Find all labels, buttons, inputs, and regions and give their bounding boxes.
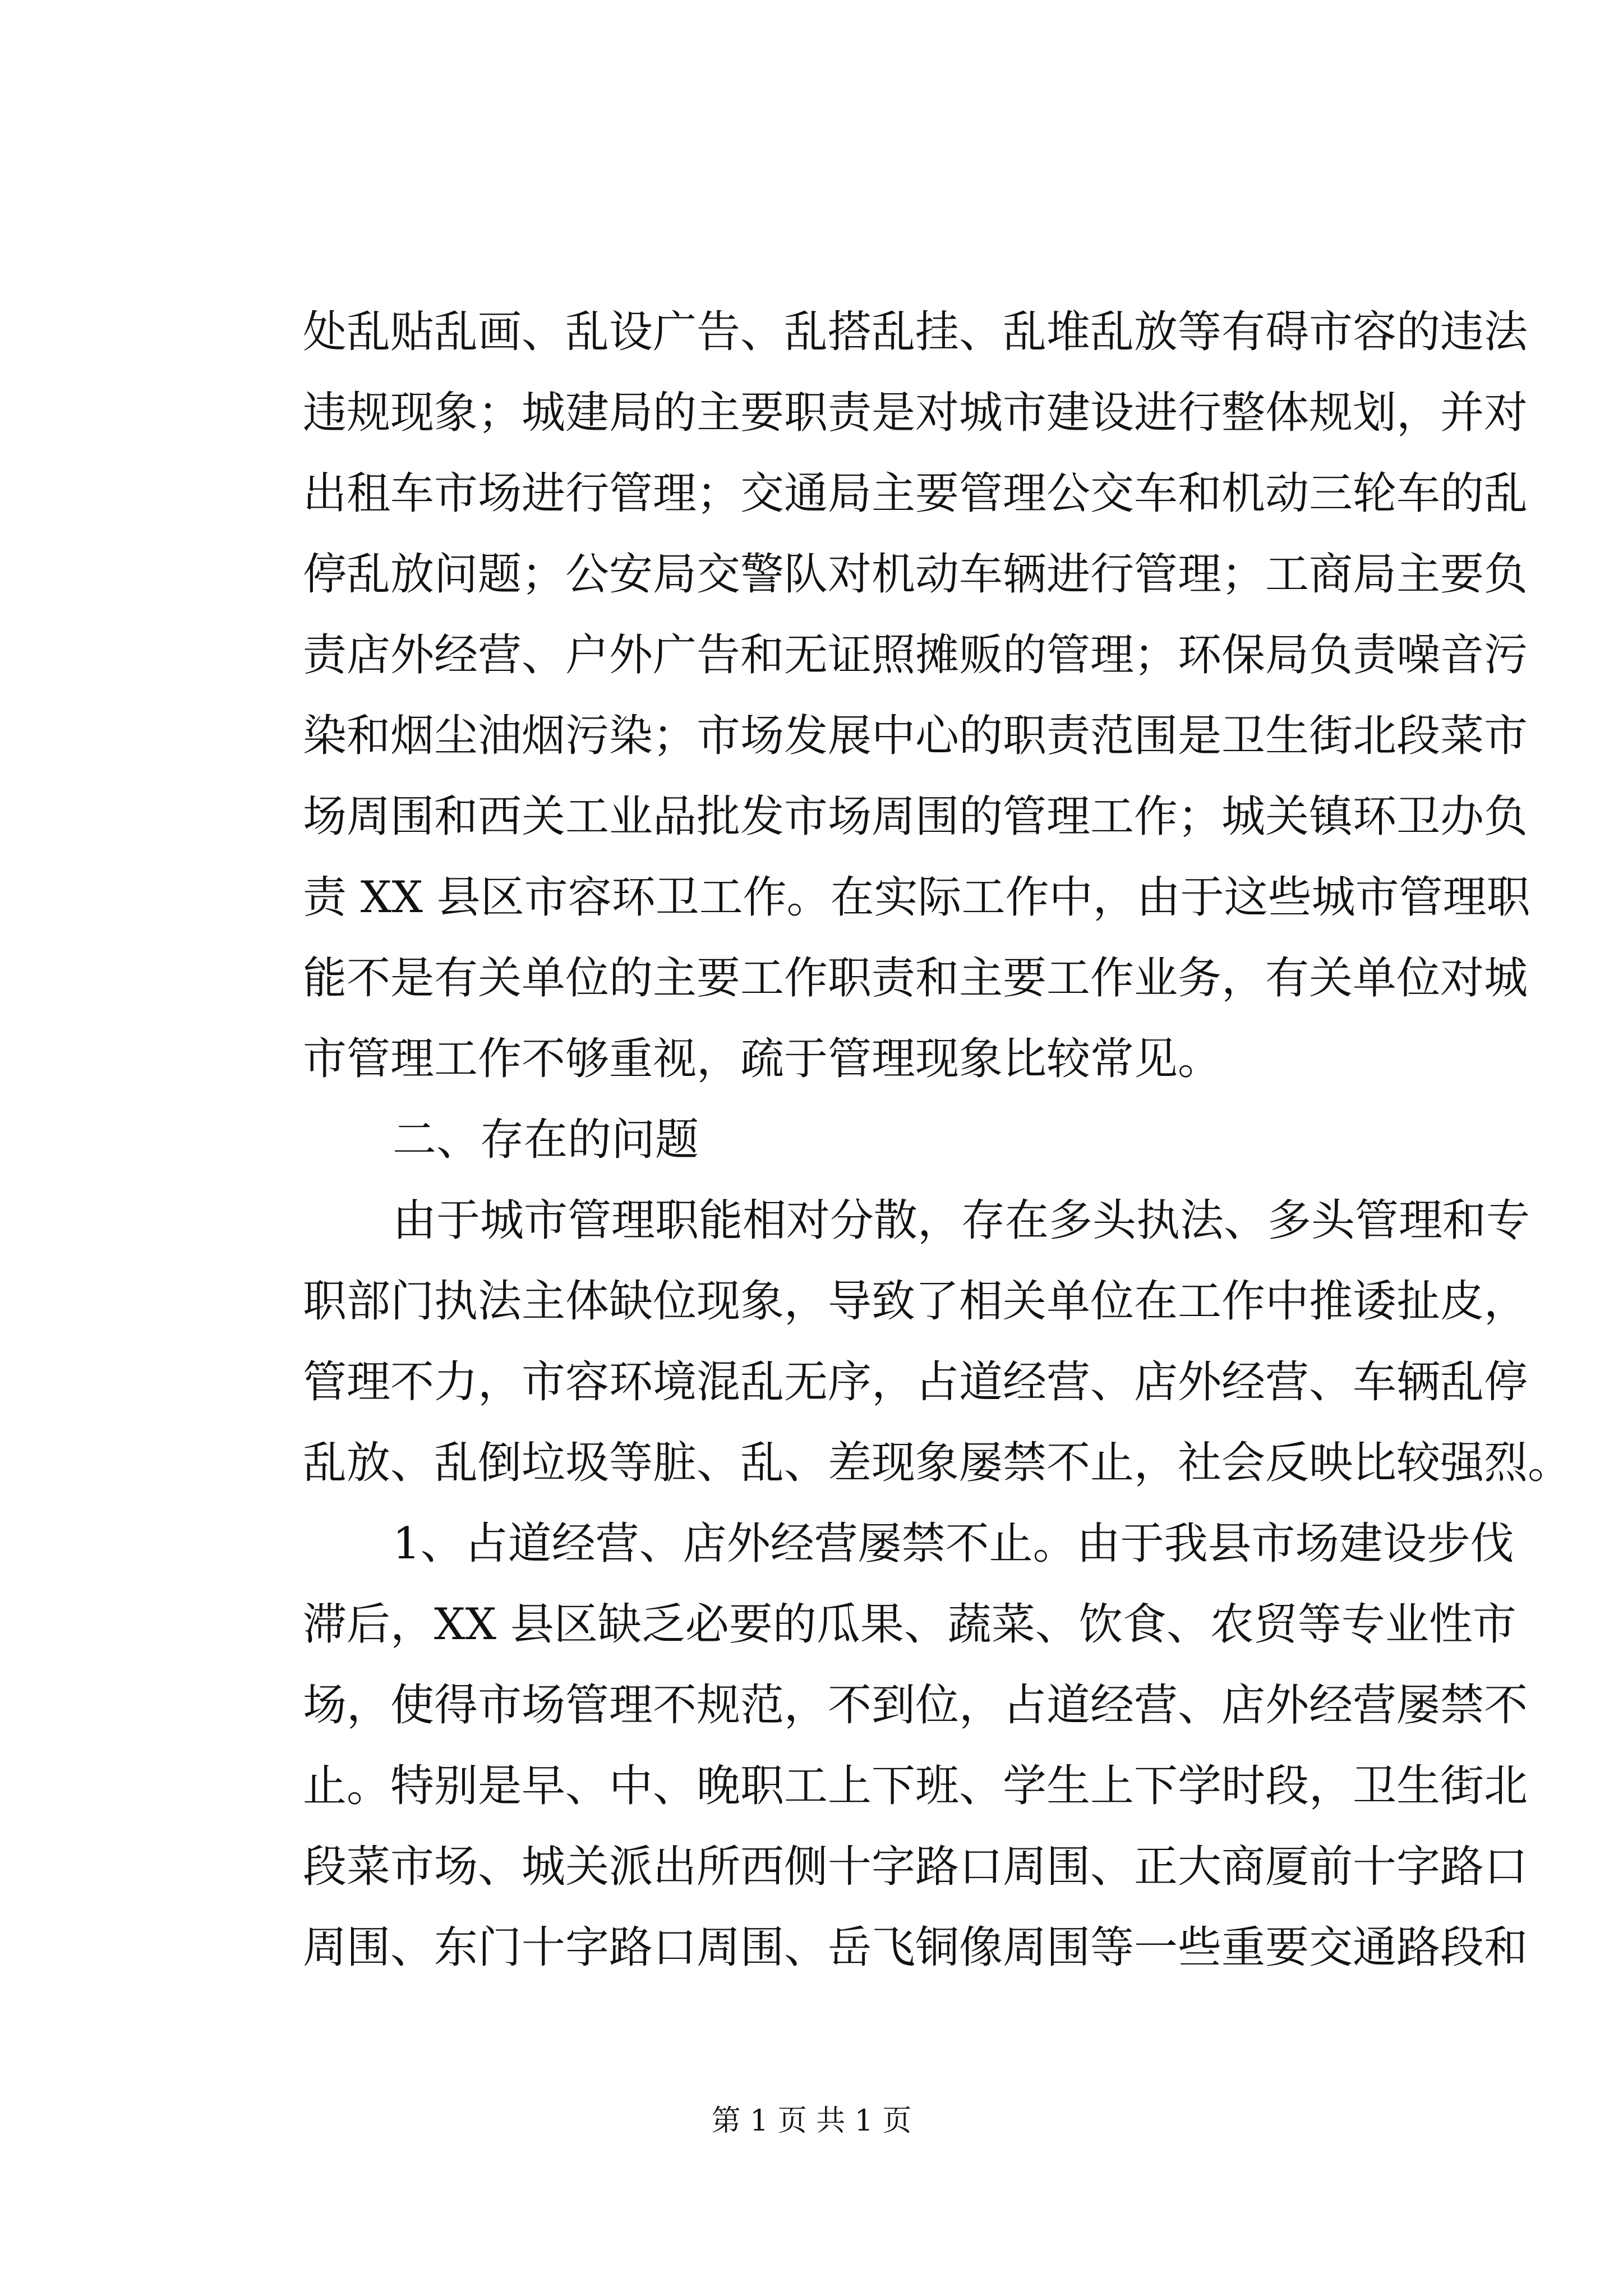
text-line: 由于城市管理职能相对分散，存在多头执法、多头管理和专 [393, 1195, 1530, 1246]
text-line: 场周围和西关工业品批发市场周围的管理工作；城关镇环卫办负 [303, 792, 1528, 842]
text-line: 处乱贴乱画、乱设广告、乱搭乱挂、乱堆乱放等有碍市容的违法 [303, 307, 1528, 357]
text-line: 乱放、乱倒垃圾等脏、乱、差现象屡禁不止，社会反映比较强烈。 [303, 1438, 1572, 1488]
text-line: 1、占道经营、店外经营屡禁不止。由于我县市场建设步伐 [393, 1519, 1514, 1569]
text-line: 滞后，XX 县区缺乏必要的瓜果、蔬菜、饮食、农贸等专业性市 [303, 1599, 1516, 1650]
text-line: 责 XX 县区市容环卫工作。在实际工作中，由于这些城市管理职 [303, 872, 1530, 923]
text-line: 染和烟尘油烟污染；市场发展中心的职责范围是卫生街北段菜市 [303, 711, 1528, 761]
text-line: 止。特别是早、中、晚职工上下班、学生上下学时段，卫生街北 [303, 1761, 1528, 1811]
text-line: 职部门执法主体缺位现象，导致了相关单位在工作中推诿扯皮， [303, 1276, 1528, 1327]
page-number-footer: 第 1 页 共 1 页 [711, 2104, 912, 2138]
text-line: 出租车市场进行管理；交通局主要管理公交车和机动三轮车的乱 [303, 468, 1528, 519]
text-line: 市管理工作不够重视，疏于管理现象比较常见。 [303, 1034, 1222, 1084]
text-line: 场，使得市场管理不规范，不到位，占道经营、店外经营屡禁不 [303, 1680, 1528, 1731]
text-line: 管理不力，市容环境混乱无序，占道经营、店外经营、车辆乱停 [303, 1357, 1528, 1407]
text-line: 能不是有关单位的主要工作职责和主要工作业务，有关单位对城 [303, 953, 1528, 1004]
section-heading: 二、存在的问题 [393, 1115, 699, 1165]
text-line: 违规现象；城建局的主要职责是对城市建设进行整体规划，并对 [303, 388, 1528, 438]
text-line: 责店外经营、户外广告和无证照摊贩的管理；环保局负责噪音污 [303, 630, 1528, 680]
document-body [303, 292, 1572, 1988]
text-line: 停乱放问题；公安局交警队对机动车辆进行管理；工商局主要负 [303, 549, 1528, 600]
text-line: 段菜市场、城关派出所西侧十字路口周围、正大商厦前十字路口 [303, 1842, 1528, 1892]
text-line: 周围、东门十字路口周围、岳飞铜像周围等一些重要交通路段和 [303, 1922, 1528, 1973]
